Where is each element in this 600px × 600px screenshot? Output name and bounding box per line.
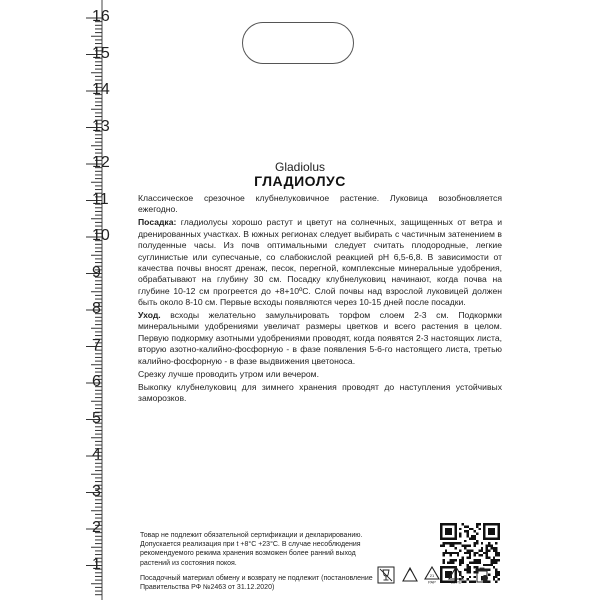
cutting-text: Срезку лучше проводить утром или вечером.: [138, 368, 319, 379]
ruler-label: 2: [92, 519, 101, 536]
intro-text: Классическое срезочное клубнелуковичное растение. Луковица возобновляется ежегодно.: [138, 193, 502, 215]
recycle-ldpe-icon: [449, 567, 463, 584]
ruler-label: 4: [92, 446, 101, 463]
ruler-label: 1: [92, 555, 101, 573]
planting-paragraph: [138, 217, 502, 308]
legal-footer: [140, 531, 385, 592]
ruler-label: 9: [92, 263, 101, 281]
packaging-icons: [376, 566, 498, 584]
hang-hole: [242, 22, 354, 64]
fragile-glass-icon: [378, 567, 394, 583]
trash-bin-icon: [475, 568, 489, 582]
footer-storage: Допускается реализация при t +8°С +23°С. В случае несоблюдения рекомендуемого режима хранения возможен более ранний выход растений из состояния покоя.: [140, 541, 361, 567]
digging-text: Выкопку клубнелуковиц для зимнего хранения проводят до наступления устойчивых заморозков.: [138, 381, 502, 403]
ruler-label: 8: [92, 300, 101, 317]
footer-return-policy: Посадочный материал обмену и возврату не подлежит (постановление Правительства РФ №2463 от 31.12.2020): [140, 574, 373, 592]
description: [138, 193, 502, 406]
ruler-label: 13: [92, 117, 110, 135]
ldpe-label: LDPE: [450, 579, 462, 584]
recycle-pap-icon: [425, 567, 439, 584]
pap-label: PAP: [428, 579, 436, 584]
latin-name: Gladiolus: [274, 160, 326, 174]
care-paragraph: [138, 310, 502, 367]
ruler-label: 14: [92, 81, 110, 98]
ruler-label: 5: [92, 409, 101, 427]
ruler-label: 7: [92, 336, 101, 354]
svg-text:21: 21: [429, 573, 435, 578]
planting-text: гладиолусы хорошо растут и цветут на солнечных, защищенных от ветра и дренированных участках. В южных регионах следует выбирать с частичным затенением в полуденные часы. Из почв оптимальными следует считать плодородные, легкие суглинистые или супесчаные, со слабокислой реакцией pH 6,5-6,8. В зависимости от качества почвы вносят дренаж, песок, перегной, комплексные минеральные удобрения, обрабатывают на глубину 30 см. Посадку клубнелуковиц начинают, когда почва на глубине 10-12 см прогреется до +8+10ºС. Слой почвы над взрослой луковицей должен быть около 8-10 см. Первые всходы появляются через 10-15 дней после посадки.: [138, 217, 502, 308]
ruler-label: 6: [92, 373, 101, 390]
planting-label: Посадка:: [138, 217, 177, 228]
ruler-label: 15: [92, 44, 110, 62]
recycle-icon: [403, 568, 417, 581]
ruler-label: 16: [92, 8, 110, 25]
footer-certification: Товар не подлежит обязательной сертификации и декларированию.: [140, 532, 363, 539]
ruler-label: 12: [92, 154, 110, 171]
care-label: Уход.: [138, 310, 161, 321]
ruler-label: 11: [92, 190, 109, 208]
svg-text:4: 4: [454, 573, 458, 578]
russian-name: ГЛАДИОЛУС: [254, 173, 346, 189]
ruler-label: 10: [92, 227, 110, 244]
care-text: всходы желательно замульчировать торфом слоем 2-3 см. Подкормки минеральными удобрениями увеличат размеры цветков и всего растения в целом. Первую подкормку азотными удобрениями проводят, когда появятся 2-3 настоящих листа, вторую азотно-калийно-фосфорную - в фазе появления 5-6-го настоящего листа, третью калийно-фосфорную - в фазе выдвижения цветоноса.: [138, 310, 502, 366]
ruler-label: 3: [92, 482, 101, 500]
